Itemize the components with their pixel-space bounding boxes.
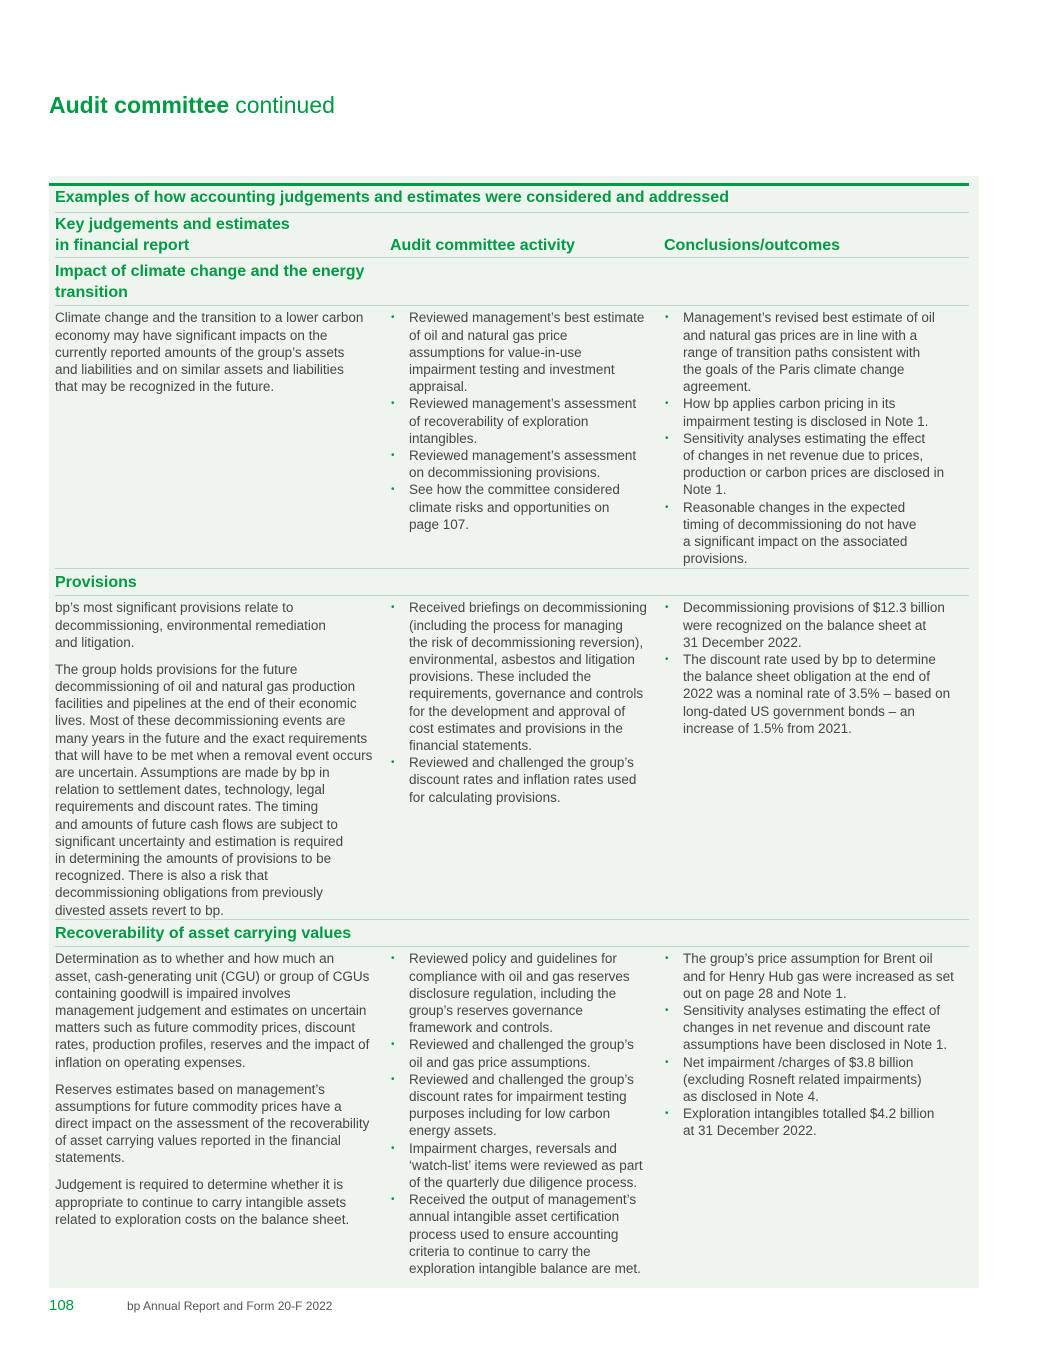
column-header-outcomes: Conclusions/outcomes xyxy=(664,236,841,254)
page-number: 108 xyxy=(49,1297,75,1314)
page-title xyxy=(49,91,335,119)
judgement-paragraph: Determination as to whether and how much an asset, cash-generating unit (CGU) or group of CGUs containing goodwill is impaired involves management judgement and estimates on uncertain matters such as future commodity prices, discount rates, production profiles, reserves and the impact of inflation on operating expenses. xyxy=(55,951,370,1070)
table-top-bar xyxy=(49,183,969,186)
divider xyxy=(55,919,969,920)
section-heading: Provisions xyxy=(55,573,137,591)
activity-list xyxy=(390,950,658,1277)
outcomes-list xyxy=(664,599,969,737)
activity-item: • Reviewed and challenged the group’s discount rates for impairment testing purposes including for low carbon energy assets. xyxy=(390,1071,658,1140)
title-suffix: continued xyxy=(235,92,335,118)
judgement-paragraph: bp’s most significant provisions relate to decommissioning, environmental remediation and litigation. xyxy=(55,600,326,650)
divider xyxy=(55,946,969,947)
activity-item: • Received the output of management’s annual intangible asset certification process used to ensure accounting criteria to continue to carry the exploration intangible balance are met. xyxy=(390,1191,658,1277)
divider xyxy=(55,568,969,569)
judgement-cell xyxy=(55,309,385,395)
activity-item: • Reviewed and challenged the group’s discount rates and inflation rates used for calculating provisions. xyxy=(390,754,658,806)
column-header-activity: Audit committee activity xyxy=(390,236,575,254)
activity-list xyxy=(390,599,658,805)
outcome-item: • Exploration intangibles totalled $4.2 billion at 31 December 2022. xyxy=(664,1105,969,1139)
outcomes-list xyxy=(664,950,969,1139)
divider xyxy=(55,595,969,596)
judgement-paragraph: Climate change and the transition to a lower carbon economy may have significant impacts on the currently reported amounts of the group’s assets and liabilities and on similar assets and liabilities that may be recognized in the future. xyxy=(55,310,364,395)
judgement-cell xyxy=(55,950,385,1228)
outcome-item: • The discount rate used by bp to determine the balance sheet obligation at the end of 2022 was a nominal rate of 3.5% – based on long-dated US government bonds – an increase of 1.5% from 2021. xyxy=(664,651,969,737)
section-heading: Recoverability of asset carrying values xyxy=(55,924,352,942)
judgement-paragraph: The group holds provisions for the future decommissioning of oil and natural gas production facilities and pipelines at the end of their economic lives. Most of these decommissioning events are many years in the future and the exact requirements that will have to be met when a removal event occurs are uncertain. Assumptions are made by bp in relation to settlement dates, technology, legal requirements and discount rates. The timing and amounts of future cash flows are subject to significant uncertainty and estimation is required in determining the amounts of provisions to be recognized. There is also a risk that decommissioning obligations from previously divested assets revert to bp. xyxy=(55,661,373,918)
outcome-item: • Sensitivity analyses estimating the effect of changes in net revenue due to prices, production or carbon prices are disclosed in Note 1. xyxy=(664,430,969,499)
activity-item: • Reviewed management’s assessment on decommissioning provisions. xyxy=(390,447,658,481)
activity-item: • Reviewed management’s assessment of recoverability of exploration intangibles. xyxy=(390,395,658,447)
judgement-paragraph: Reserves estimates based on management’s assumptions for future commodity prices have a direct impact on the assessment of the recoverability of asset carrying values reported in the financial statements. xyxy=(55,1081,370,1166)
outcome-item: • Reasonable changes in the expected timing of decommissioning do not have a significant impact on the associated provisions. xyxy=(664,499,969,568)
divider xyxy=(55,257,969,258)
outcome-item: • Net impairment /charges of $3.8 billion (excluding Rosneft related impairments) as disclosed in Note 4. xyxy=(664,1054,969,1106)
activity-item: • Reviewed and challenged the group’s oil and gas price assumptions. xyxy=(390,1036,658,1070)
outcomes-list xyxy=(664,309,969,567)
section-heading: Impact of climate change and the energy transition xyxy=(55,262,365,301)
publication-title: bp Annual Report and Form 20-F 2022 xyxy=(127,1298,333,1313)
activity-item: • Reviewed management’s best estimate of oil and natural gas price assumptions for value-in-use impairment testing and investment appraisal. xyxy=(390,309,658,395)
outcome-item: • Decommissioning provisions of $12.3 billion were recognized on the balance sheet at 31 December 2022. xyxy=(664,599,969,651)
table-caption: Examples of how accounting judgements and estimates were considered and addressed xyxy=(55,189,729,206)
activity-item: • See how the committee considered climate risks and opportunities on page 107. xyxy=(390,481,658,533)
divider xyxy=(55,305,969,306)
activity-list xyxy=(390,309,658,533)
activity-item: • Received briefings on decommissioning (including the process for managing the risk of decommissioning reversion), environmental, asbestos and litigation provisions. These included the requirements, governance and controls for the development and approval of cost estimates and provisions in the financial statements. xyxy=(390,599,658,754)
activity-item: • Reviewed policy and guidelines for compliance with oil and gas reserves disclosure regulation, including the group’s reserves governance framework and controls. xyxy=(390,950,658,1036)
judgement-cell xyxy=(55,599,385,918)
title-main: Audit committee xyxy=(49,92,230,118)
outcome-item: • Sensitivity analyses estimating the effect of changes in net revenue and discount rate assumptions have been disclosed in Note 1. xyxy=(664,1002,969,1054)
outcome-item: • The group’s price assumption for Brent oil and for Henry Hub gas were increased as set out on page 28 and Note 1. xyxy=(664,950,969,1002)
column-header-judgements: Key judgements and estimates in financial report xyxy=(55,215,290,254)
outcome-item: • How bp applies carbon pricing in its impairment testing is disclosed in Note 1. xyxy=(664,395,969,429)
outcome-item: • Management’s revised best estimate of oil and natural gas prices are in line with a range of transition paths consistent with the goals of the Paris climate change agreement. xyxy=(664,309,969,395)
activity-item: • Impairment charges, reversals and ‘watch-list’ items were reviewed as part of the quarterly due diligence process. xyxy=(390,1140,658,1192)
judgement-paragraph: Judgement is required to determine whether it is appropriate to continue to carry intangible assets related to exploration costs on the balance sheet. xyxy=(55,1177,350,1227)
